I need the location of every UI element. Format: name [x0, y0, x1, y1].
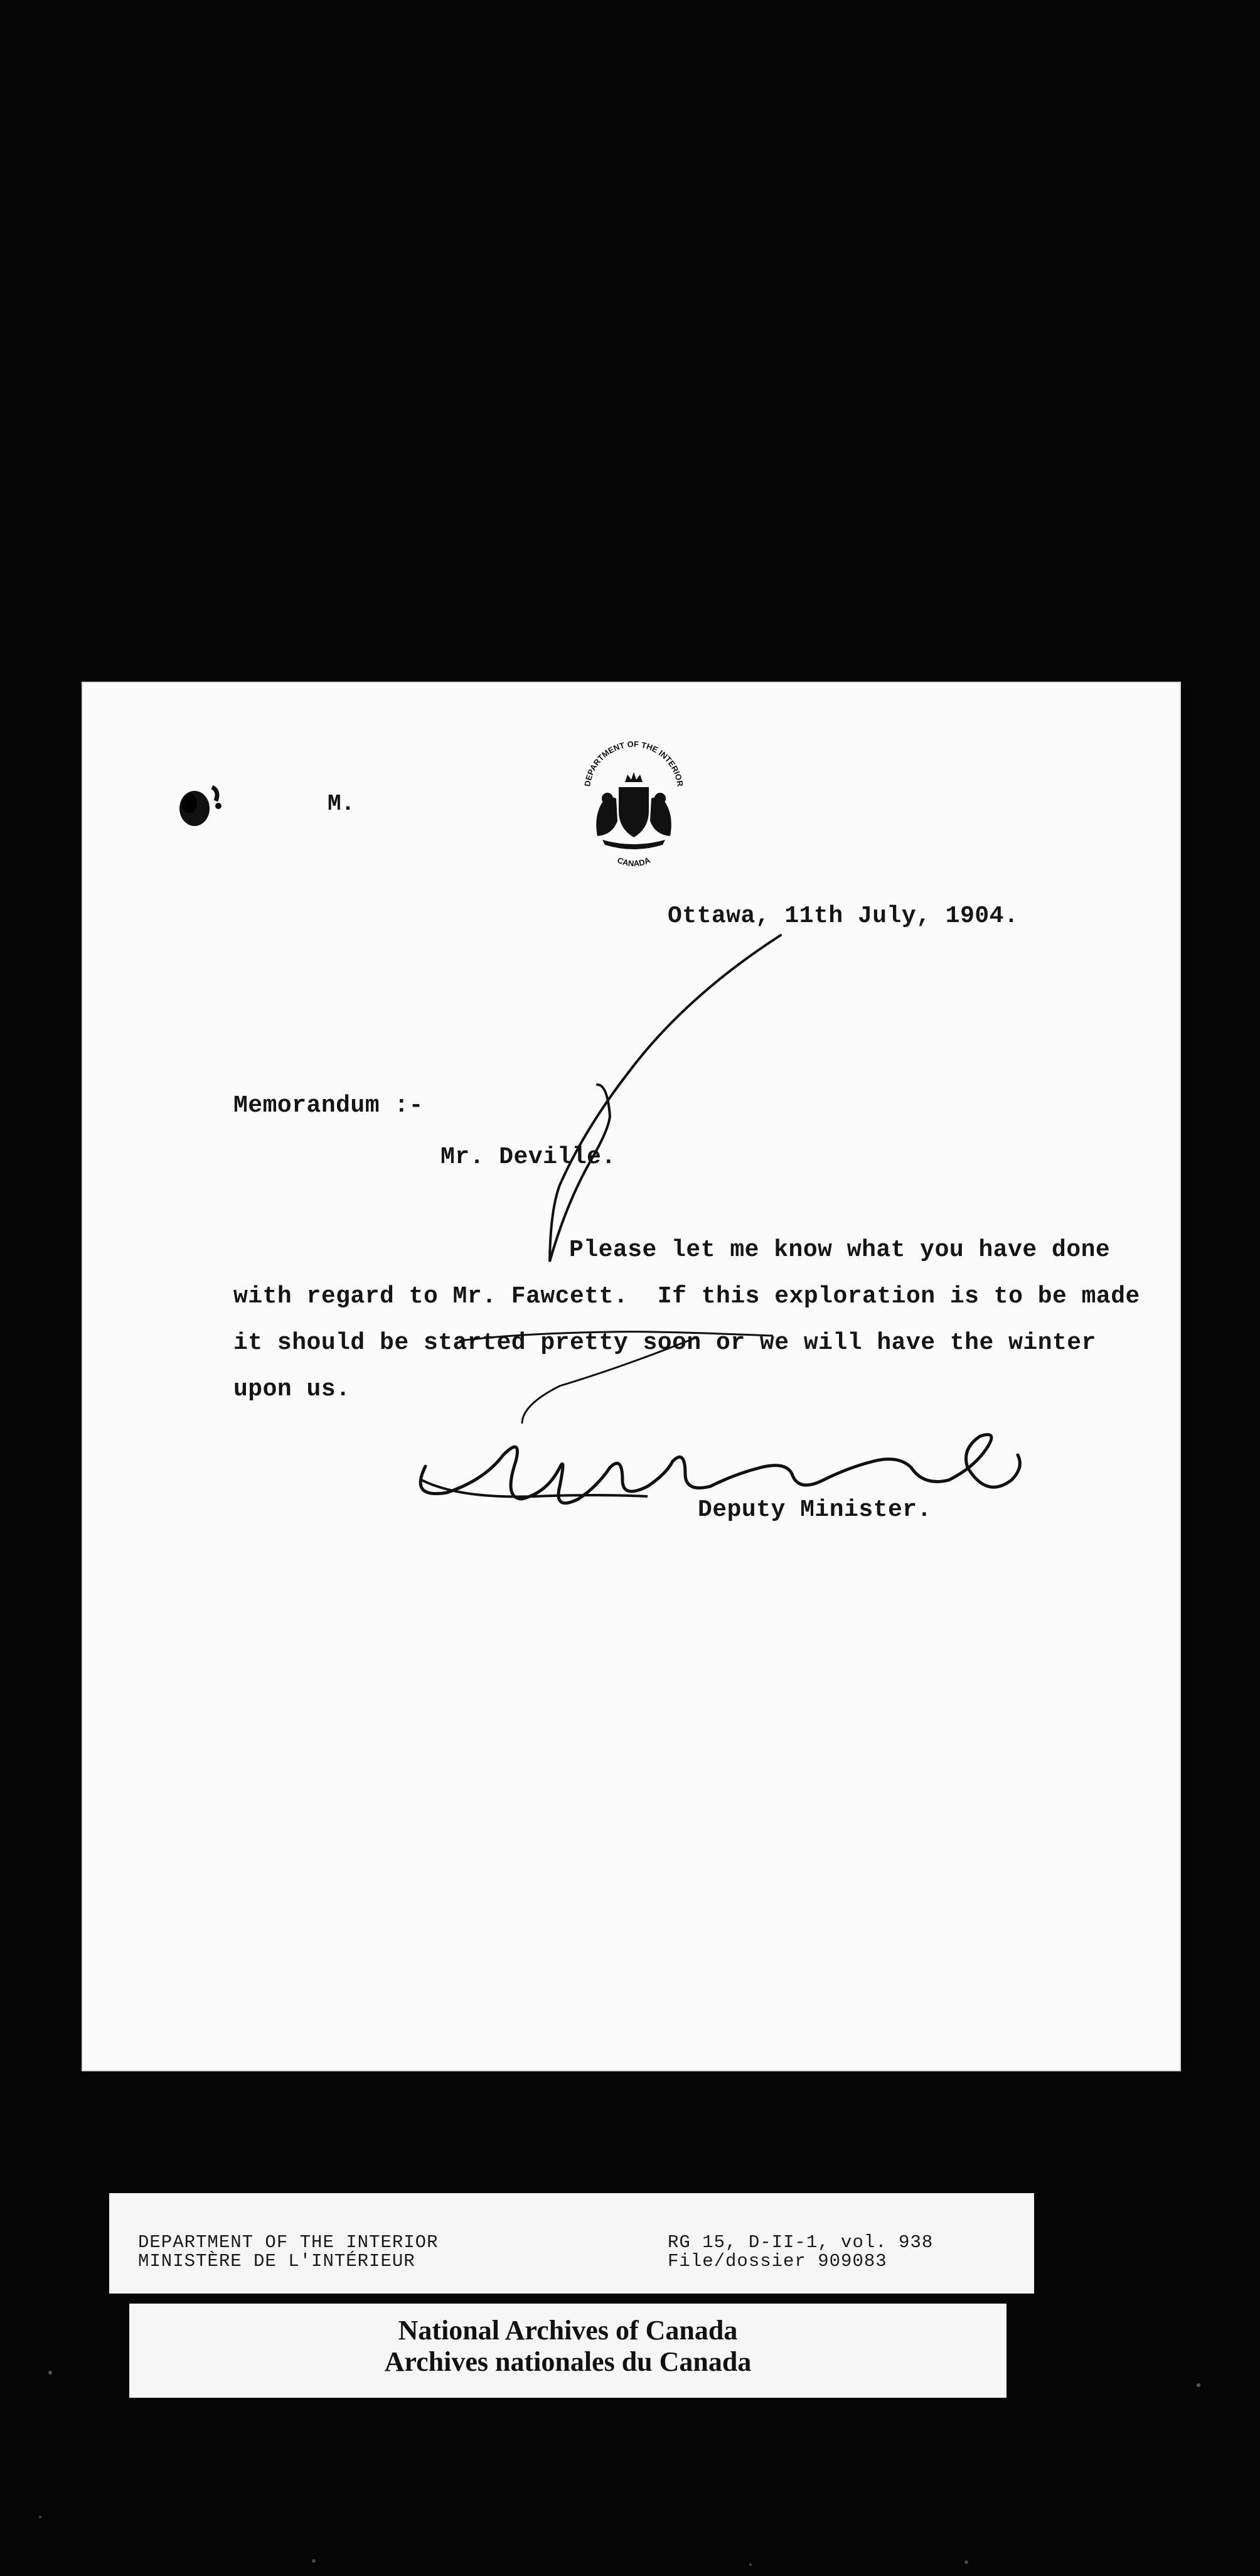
signature-underline [422, 1480, 648, 1496]
body-line: it should be started pretty soon or we will have the winter [233, 1329, 1096, 1356]
archives-banner [129, 2304, 1006, 2398]
department-crest [571, 741, 697, 866]
addressee: Mr. Deville. [440, 1144, 616, 1171]
letter-date: Ottawa, 11th July, 1904. [668, 903, 1019, 930]
department-name-fr: MINISTÈRE DE L'INTÉRIEUR [138, 2251, 415, 2272]
archives-name-en: National Archives of Canada [398, 2315, 738, 2346]
memo-heading: Memorandum :- [233, 1092, 424, 1119]
crest-top-text: DEPARTMENT OF THE INTERIOR [582, 741, 685, 787]
signature-scrawl [420, 1435, 1020, 1503]
check-mark-stroke [550, 935, 781, 1262]
header-mark: M. [328, 791, 355, 817]
file-reference: File/dossier 909083 [668, 2251, 887, 2272]
crest-bottom-text: CANADA [616, 855, 652, 866]
department-name-en: DEPARTMENT OF THE INTERIOR [138, 2232, 439, 2253]
body-line: with regard to Mr. Fawcett. If this exploration is to be made [233, 1283, 1140, 1310]
signature-title: Deputy Minister. [698, 1496, 932, 1523]
record-group: RG 15, D-II-1, vol. 938 [668, 2232, 934, 2253]
body-line: Please let me know what you have done [569, 1237, 1111, 1264]
archives-name-fr: Archives nationales du Canada [384, 2346, 752, 2377]
body-line: upon us. [233, 1376, 351, 1403]
archive-reference-label [109, 2193, 1034, 2294]
letter-page [83, 683, 1180, 2070]
svg-text:CANADA [616, 855, 653, 866]
ink-blot-mark [171, 778, 227, 829]
